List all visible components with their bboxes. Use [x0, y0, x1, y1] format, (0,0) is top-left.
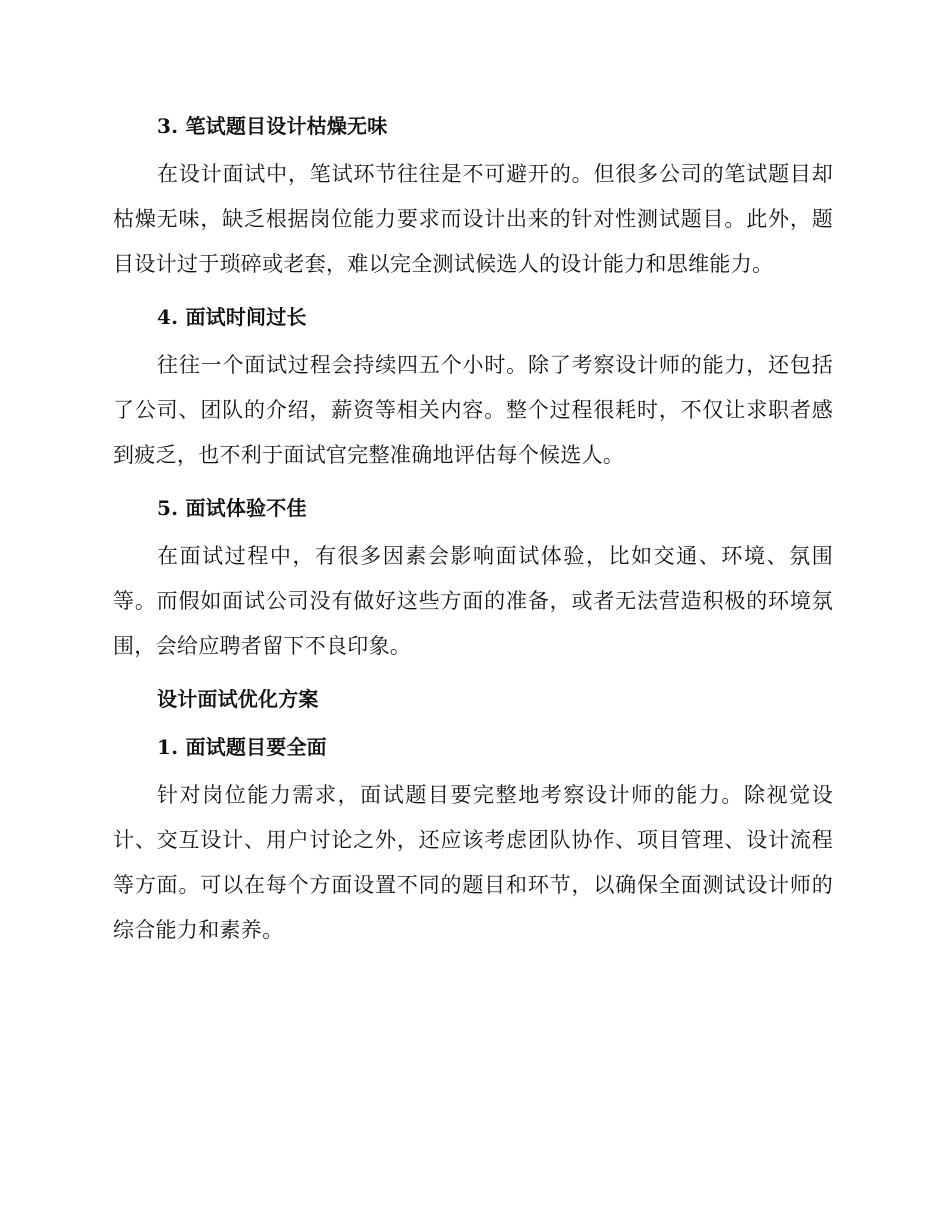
section-heading-written-test: 3. 笔试题目设计枯燥无味	[157, 114, 388, 138]
section-heading-interview-duration: 4. 面试时间过长	[157, 305, 307, 329]
paragraph-written-test: 在设计面试中，笔试环节往往是不可避开的。但很多公司的笔试题目却枯燥无味，缺乏根据岗位能力要求而设计出来的针对性测试题目。此外，题目设计过于琐碎或老套，难以完全测试候选人的设计能力和思维能力。	[113, 162, 833, 276]
paragraph-comprehensive-questions: 针对岗位能力需求，面试题目要完整地考察设计师的能力。除视觉设计、交互设计、用户讨论之外，还应该考虑团队协作、项目管理、设计流程等方面。可以在每个方面设置不同的题目和环节，以确保全面测试设计师的综合能力和素养。	[113, 783, 833, 942]
paragraph-interview-experience: 在面试过程中，有很多因素会影响面试体验，比如交通、环境、氛围等。而假如面试公司没有做好这些方面的准备，或者无法营造积极的环境氛围，会给应聘者留下不良印象。	[113, 544, 833, 658]
section-heading-comprehensive-questions: 1. 面试题目要全面	[157, 735, 327, 759]
paragraph-interview-duration: 往往一个面试过程会持续四五个小时。除了考察设计师的能力，还包括了公司、团队的介绍，薪资等相关内容。整个过程很耗时，不仅让求职者感到疲乏，也不利于面试官完整准确地评估每个候选人。	[113, 353, 833, 467]
document-page	[113, 108, 833, 953]
section-heading-interview-experience: 5. 面试体验不佳	[157, 496, 307, 520]
section-heading-optimization-plan: 设计面试优化方案	[157, 687, 319, 711]
